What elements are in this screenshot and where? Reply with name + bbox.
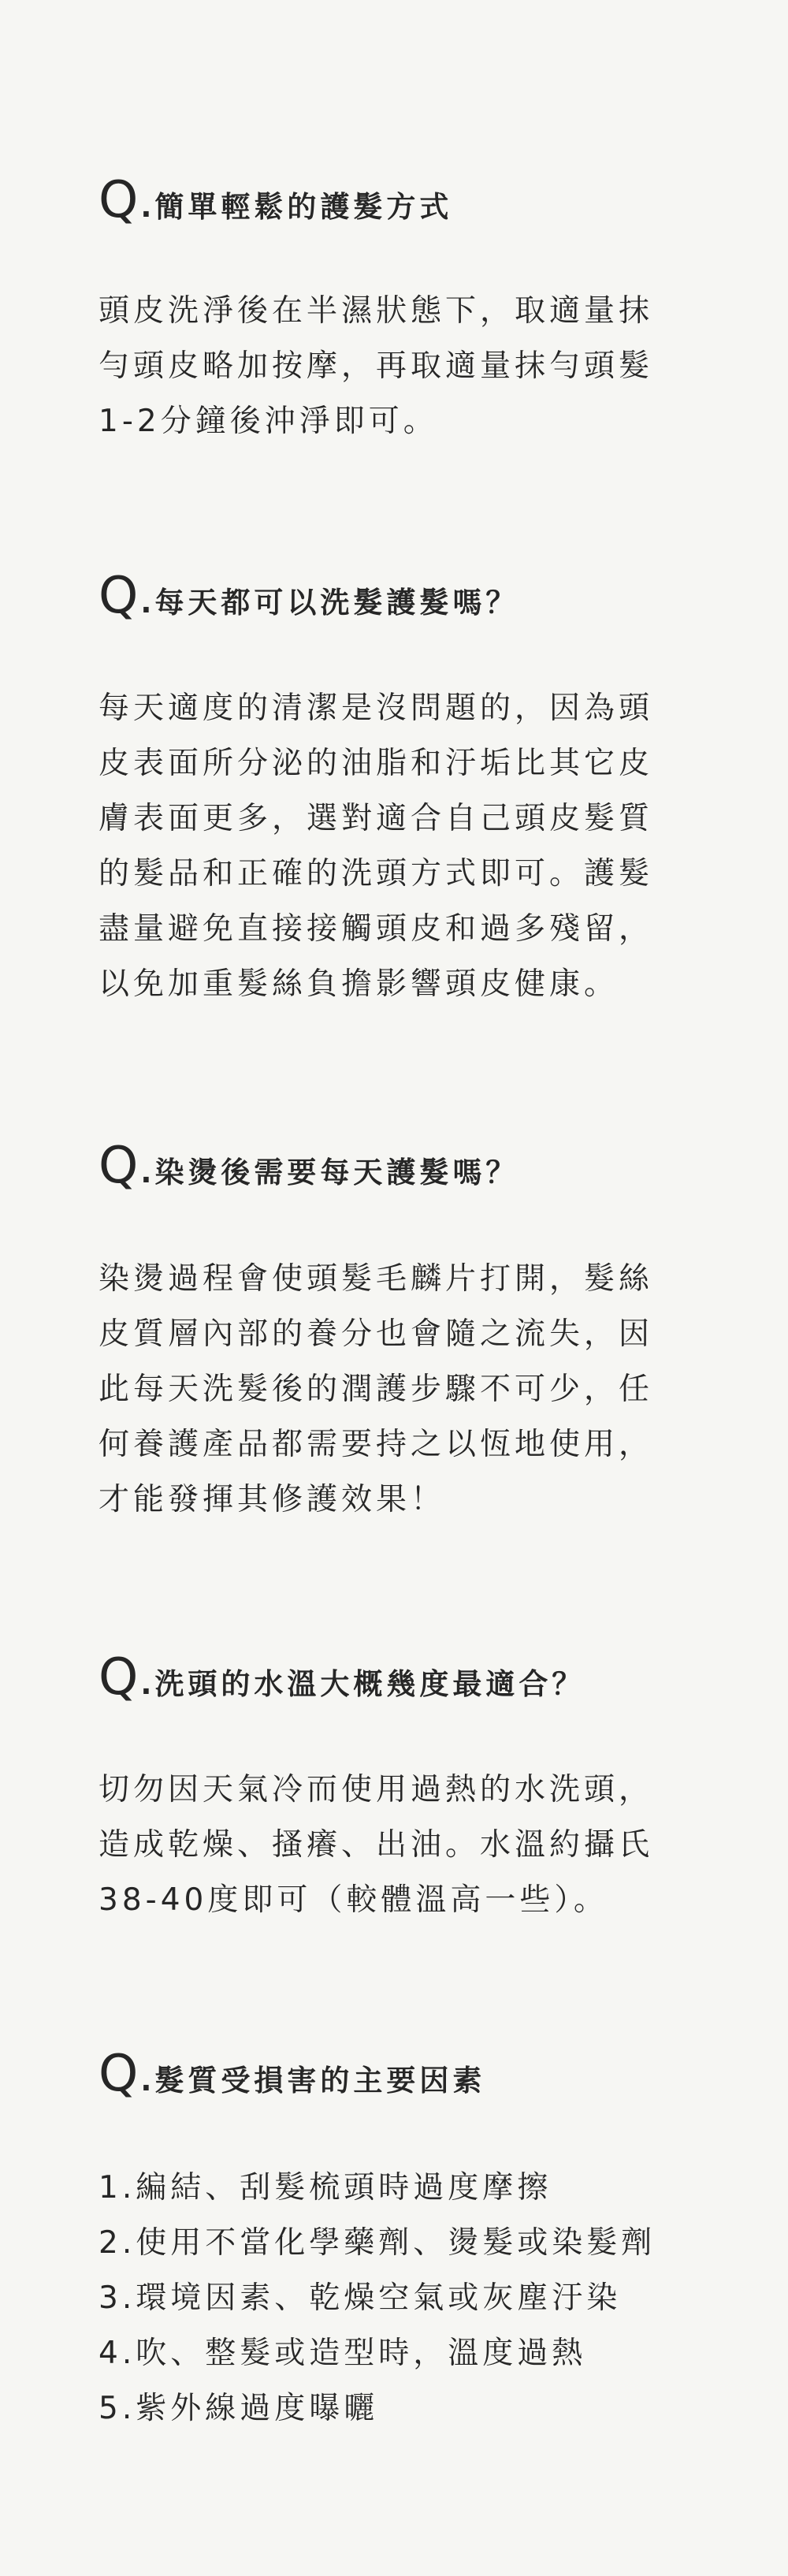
answer-paragraph [98,284,713,449]
answer-line: 才能發揮其修護效果！ [98,1482,446,1517]
q-mark: Q [98,1648,139,1707]
answer-line: 皮表面所分泌的油脂和汙垢比其它皮 [98,746,654,781]
faq-item-5 [98,2045,713,2426]
question-heading [98,1137,713,1194]
answer-list-item: 3.環境因素、乾燥空氣或灰塵汙染 [98,2280,622,2316]
answer-line: 造成乾燥、搔癢、出油。水溫約攝氏 [98,1827,654,1863]
q-dot: . [140,190,155,224]
answer-line: 染燙過程會使頭髮毛麟片打開，髮絲 [98,1261,654,1297]
answer-paragraph [98,681,713,1012]
answer-line: 以免加重髮絲負擔影響頭皮健康。 [98,966,619,1002]
q-dot: . [140,586,155,620]
faq-item-3 [98,1137,713,1517]
answer-paragraph [98,1252,713,1528]
answer-list-item: 2.使用不當化學藥劑、燙髮或染髮劑 [98,2225,656,2261]
question-heading [98,568,713,624]
question-text: 洗頭的水溫大概幾度最適合？ [154,1667,585,1701]
answer-line: 頭皮洗淨後在半濕狀態下，取適量抹 [98,293,654,329]
question-text: 每天都可以洗髮護髮嗎？ [154,586,519,620]
answer-line: 何養護產品都需要持之以恆地使用， [98,1427,654,1462]
answer-line: 1-2分鐘後沖淨即可。 [98,404,438,439]
faq-item-1 [98,171,713,439]
q-dot: . [140,1156,155,1189]
q-mark: Q [98,1137,139,1195]
q-dot: . [140,2064,155,2098]
faq-item-2 [98,567,713,1002]
answer-line: 的髮品和正確的洗頭方式即可。護髮 [98,856,654,892]
answer-line: 每天適度的清潔是沒問題的，因為頭 [98,691,654,726]
question-text: 染燙後需要每天護髮嗎？ [154,1156,519,1189]
q-mark: Q [98,567,139,625]
answer-line: 勻頭皮略加按摩，再取適量抹勻頭髮 [98,348,654,384]
answer-line: 38-40度即可（較體溫高一些）。 [98,1882,608,1918]
q-mark: Q [98,2045,139,2103]
question-heading [98,172,713,229]
answer-line: 盡量避免直接接觸頭皮和過多殘留， [98,911,654,947]
q-mark: Q [98,171,139,229]
question-text: 簡單輕鬆的護髮方式 [154,190,453,224]
question-text: 髮質受損害的主要因素 [154,2064,486,2098]
q-dot: . [140,1667,155,1701]
question-heading [98,1649,713,1706]
answer-line: 此每天洗髮後的潤護步驟不可少，任 [98,1372,654,1407]
answer-paragraph [98,1763,713,1928]
answer-line: 切勿因天氣冷而使用過熱的水洗頭， [98,1772,654,1807]
answer-list [98,2161,713,2436]
question-heading [98,2046,713,2102]
answer-line: 膚表面更多，選對適合自己頭皮髮質 [98,801,654,836]
answer-list-item: 1.編結、刮髮梳頭時過度摩擦 [98,2170,552,2206]
faq-item-4 [98,1648,713,1918]
answer-list-item: 4.吹、整髮或造型時，溫度過熱 [98,2336,587,2371]
answer-list-item: 5.紫外線過度曝曬 [98,2391,379,2426]
answer-line: 皮質層內部的養分也會隨之流失，因 [98,1316,654,1352]
